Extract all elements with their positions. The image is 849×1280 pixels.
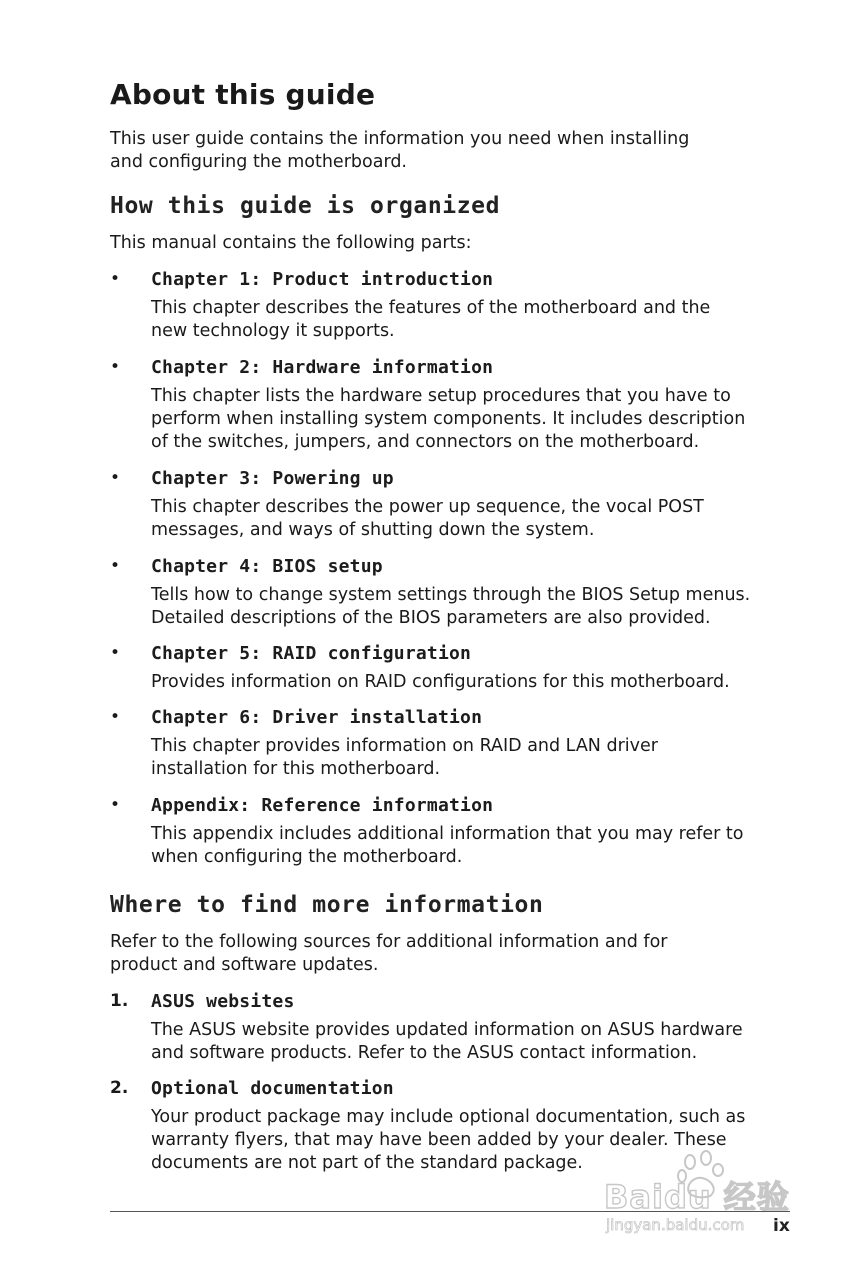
bullet: • bbox=[110, 468, 121, 488]
item-number: 2. bbox=[110, 1078, 129, 1098]
chapter-description: This chapter lists the hardware setup procedures that you have to perform when installing system components. It includes description of the switches, jumpers, and connectors on the motherboard. bbox=[151, 386, 746, 452]
chapter-description: This chapter describes the power up sequence, the vocal POST messages, and ways of shutting down the system. bbox=[151, 497, 704, 540]
bullet: • bbox=[110, 269, 121, 289]
page-title: About this guide bbox=[110, 78, 376, 111]
source-description: Your product package may include optional documentation, such as warranty flyers, that may have been added by your dealer. These documents are not part of the standard package. bbox=[151, 1107, 746, 1173]
chapter-heading: Appendix: Reference information bbox=[151, 795, 494, 816]
chapter-description: Provides information on RAID configurations for this motherboard. bbox=[151, 672, 730, 692]
chapter-description: This chapter provides information on RAID and LAN driver installation for this motherboard. bbox=[151, 736, 658, 779]
chapter-description: This chapter describes the features of the motherboard and the new technology it supports. bbox=[151, 298, 711, 341]
watermark-logo: Baidu 经验 bbox=[604, 1178, 790, 1216]
bullet: • bbox=[110, 643, 121, 663]
chapter-heading: Chapter 4: BIOS setup bbox=[151, 556, 383, 577]
footer-divider bbox=[110, 1211, 790, 1212]
chapter-heading: Chapter 1: Product introduction bbox=[151, 269, 494, 290]
source-description: The ASUS website provides updated information on ASUS hardware and software products. Refer to the ASUS contact information. bbox=[151, 1020, 743, 1063]
chapter-heading: Chapter 2: Hardware information bbox=[151, 357, 494, 378]
section-heading-more-info: Where to find more information bbox=[110, 892, 544, 918]
watermark-url: jingyan.baidu.com bbox=[606, 1216, 745, 1234]
chapter-description: Tells how to change system settings through the BIOS Setup menus. Detailed descriptions of the BIOS parameters are also provided. bbox=[151, 585, 751, 628]
item-number: 1. bbox=[110, 991, 129, 1011]
page-number: ix bbox=[773, 1216, 790, 1236]
bullet: • bbox=[110, 357, 121, 377]
chapter-heading: Chapter 5: RAID configuration bbox=[151, 643, 472, 664]
intro-paragraph: This user guide contains the information you need when installing and configuring the motherboard. bbox=[110, 129, 690, 172]
organized-lead: This manual contains the following parts: bbox=[110, 233, 472, 253]
bullet: • bbox=[110, 556, 121, 576]
source-heading: ASUS websites bbox=[151, 991, 295, 1012]
chapter-heading: Chapter 6: Driver installation bbox=[151, 707, 483, 728]
source-heading: Optional documentation bbox=[151, 1078, 394, 1099]
section-heading-organized: How this guide is organized bbox=[110, 193, 501, 219]
chapter-heading: Chapter 3: Powering up bbox=[151, 468, 394, 489]
bullet: • bbox=[110, 707, 121, 727]
more-info-lead: Refer to the following sources for additional information and for product and software updates. bbox=[110, 932, 668, 975]
chapter-description: This appendix includes additional information that you may refer to when configuring the motherboard. bbox=[151, 824, 744, 867]
bullet: • bbox=[110, 795, 121, 815]
